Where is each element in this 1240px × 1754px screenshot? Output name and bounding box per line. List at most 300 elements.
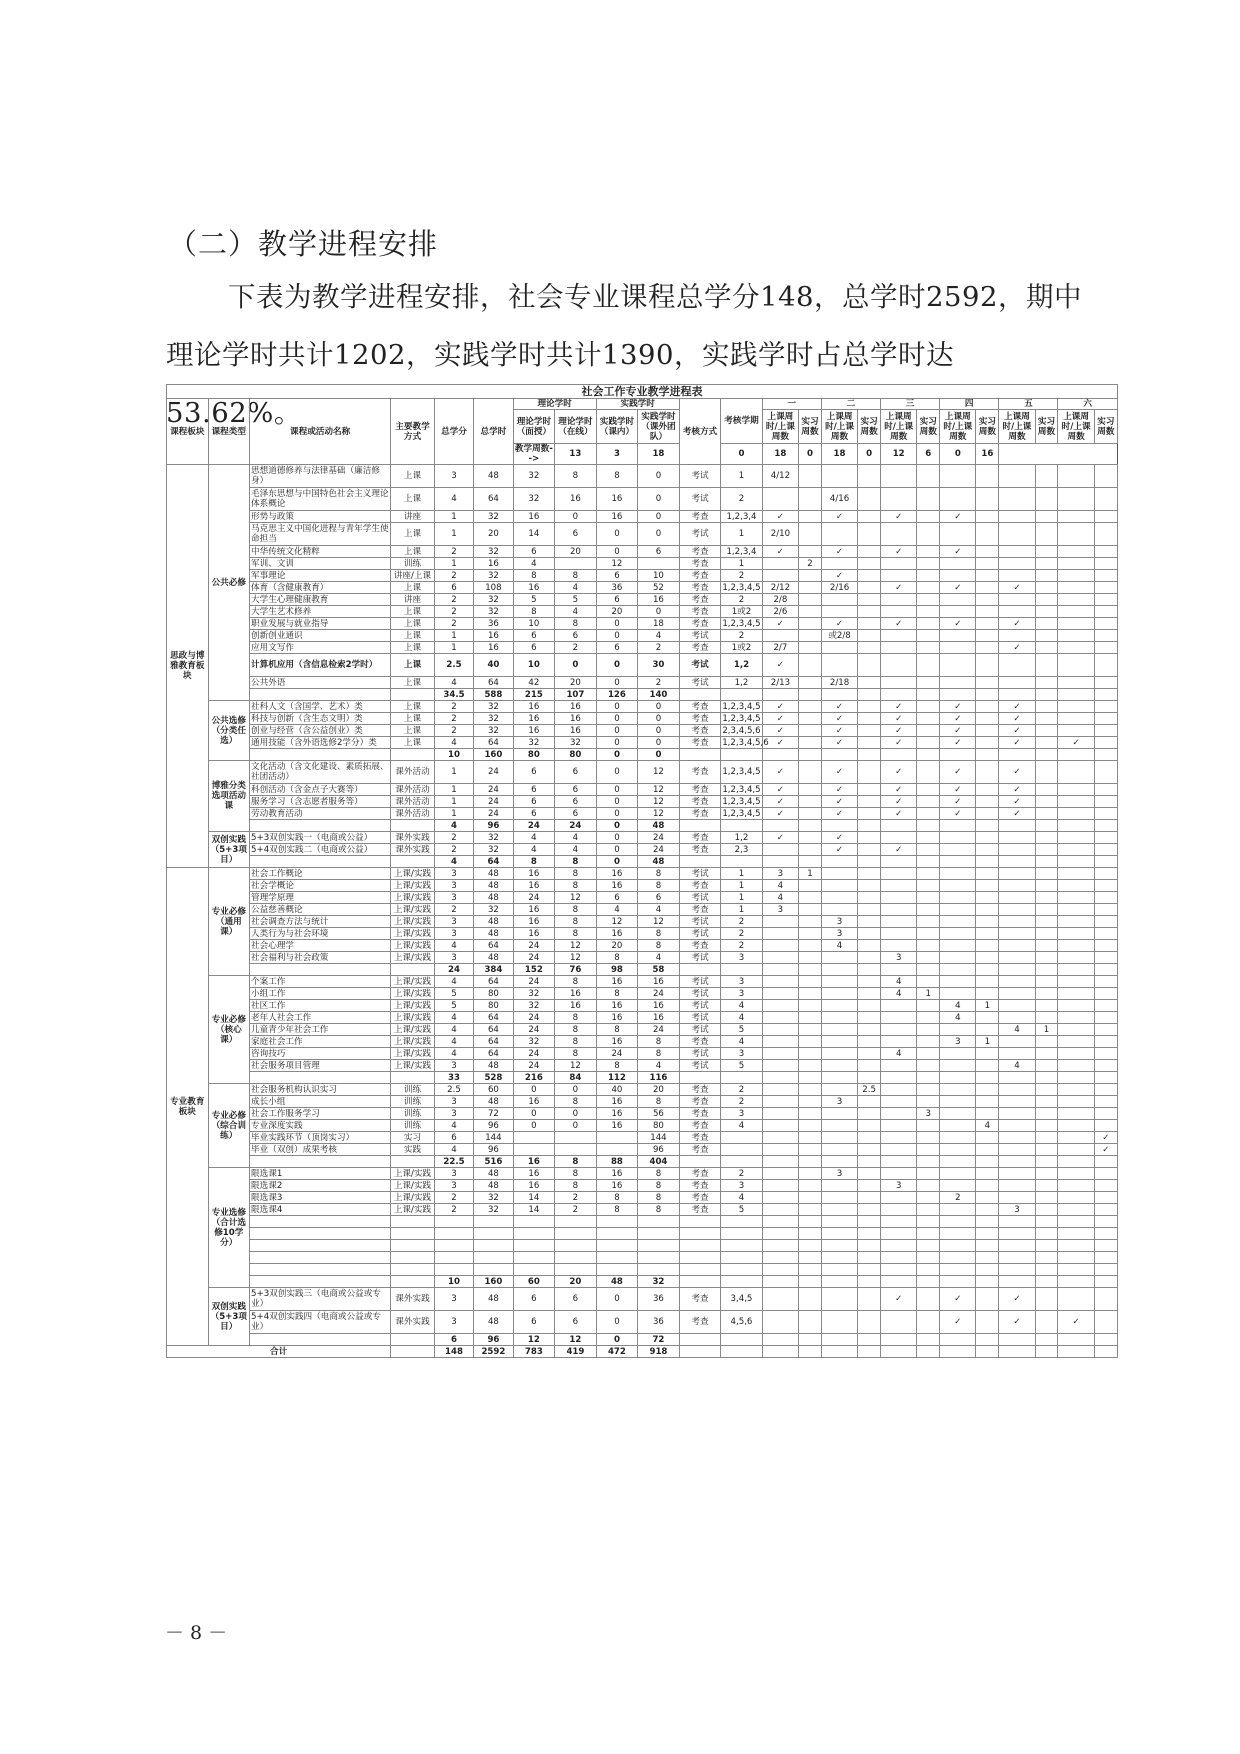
- table-title: 社会工作专业教学进程表: [167, 385, 1118, 399]
- practice-in-cell: [596, 1240, 638, 1252]
- subtotal-blank: [1035, 1276, 1058, 1288]
- subtotal-blank: [881, 964, 917, 976]
- intern-weeks-cell: [858, 1216, 881, 1228]
- subtotal-blank: [1035, 820, 1058, 832]
- weekly-hours-cell: [881, 1252, 917, 1264]
- practice-out-cell: 6: [638, 546, 680, 558]
- theory-online-cell: 6: [555, 808, 597, 820]
- exam-method: 考查: [679, 1096, 721, 1108]
- weekly-hours-cell: [940, 1216, 976, 1228]
- weekly-hours-cell: [821, 523, 857, 546]
- practice-in-cell: [596, 1264, 638, 1276]
- exam-term: 3: [721, 1048, 763, 1060]
- subtotal-blank: [999, 964, 1035, 976]
- hours-cell: 16: [474, 630, 513, 642]
- hours-cell: 32: [474, 725, 513, 737]
- subtotal-value: 160: [474, 749, 513, 761]
- theory-online-cell: 8: [555, 976, 597, 988]
- intern-weeks-cell: [1094, 1096, 1117, 1108]
- weekly-hours-cell: 3: [821, 1096, 857, 1108]
- intern-weeks-cell: [1035, 1252, 1058, 1264]
- intern-weeks-cell: [858, 725, 881, 737]
- intern-weeks-cell: [917, 952, 940, 964]
- course-type-cell: 双创实践（5+3项目）: [208, 1288, 250, 1346]
- theory-online-cell: 32: [555, 737, 597, 749]
- theory-face-cell: 16: [513, 713, 555, 725]
- hours-cell: 24: [474, 808, 513, 820]
- weekly-hours-cell: [821, 642, 857, 654]
- course-name: 限选课3: [250, 1192, 391, 1204]
- teaching-method: 上课/实践: [391, 1048, 435, 1060]
- weekly-hours-cell: 4: [940, 1012, 976, 1024]
- intern-weeks-cell: ✓: [1094, 1144, 1117, 1156]
- subtotal-blank: [799, 1156, 822, 1168]
- intern-weeks-cell: [799, 618, 822, 630]
- subtotal-blank: [976, 964, 999, 976]
- intern-weeks-cell: [917, 1204, 940, 1216]
- intern-weeks-cell: [917, 1252, 940, 1264]
- intern-weeks-cell: [1035, 1192, 1058, 1204]
- weekly-hours-cell: [762, 1108, 798, 1120]
- hours-cell: 64: [474, 940, 513, 952]
- intern-weeks-cell: [976, 1192, 999, 1204]
- weekly-hours-cell: ✓: [999, 784, 1035, 796]
- intern-weeks-cell: [1035, 511, 1058, 523]
- subtotal-row: [167, 1276, 1118, 1288]
- theory-online-cell: 16: [555, 1000, 597, 1012]
- subtotal-blank: [858, 1156, 881, 1168]
- weekly-hours-cell: [1058, 1108, 1094, 1120]
- weekly-hours-cell: [821, 1120, 857, 1132]
- teaching-method: 训练: [391, 558, 435, 570]
- weekly-hours-cell: [940, 904, 976, 916]
- subtotal-value: 0: [596, 856, 638, 868]
- weekly-hours-cell: ✓: [821, 713, 857, 725]
- weekly-hours-cell: [821, 1204, 857, 1216]
- hours-cell: 32: [474, 594, 513, 606]
- practice-out-cell: 16: [638, 594, 680, 606]
- intern-weeks-cell: [799, 1024, 822, 1036]
- course-name: 老年人社会工作: [250, 1012, 391, 1024]
- weekly-hours-cell: [762, 630, 798, 642]
- theory-online-cell: 16: [555, 988, 597, 1000]
- intern-weeks-cell: [917, 784, 940, 796]
- table-row: [167, 784, 1118, 796]
- weekly-hours-cell: [1058, 546, 1094, 558]
- table-row: [167, 1144, 1118, 1156]
- intern-weeks-cell: [1094, 1024, 1117, 1036]
- teaching-method: 实习: [391, 1132, 435, 1144]
- weekly-hours-cell: ✓: [762, 832, 798, 844]
- theory-face-cell: 24: [513, 1012, 555, 1024]
- weekly-hours-cell: [940, 976, 976, 988]
- table-row: [167, 1252, 1118, 1264]
- course-name: 5+3双创实践三（电商或公益或专业）: [250, 1288, 391, 1311]
- credit-cell: 4: [434, 1024, 473, 1036]
- weekly-hours-cell: [940, 832, 976, 844]
- weekly-hours-cell: [1058, 642, 1094, 654]
- teaching-method: 训练: [391, 1108, 435, 1120]
- weekly-hours-cell: ✓: [940, 713, 976, 725]
- subtotal-blank: [1058, 1276, 1094, 1288]
- intern-weeks-cell: [858, 1120, 881, 1132]
- total-label: 合计: [167, 1346, 391, 1358]
- weekly-hours-cell: [1058, 1084, 1094, 1096]
- table-body: [167, 465, 1118, 1346]
- practice-out-cell: 12: [638, 784, 680, 796]
- practice-in-cell: 16: [596, 1120, 638, 1132]
- theory-online-cell: 8: [555, 1036, 597, 1048]
- intern-weeks-cell: [1094, 511, 1117, 523]
- course-type-cell: 博雅分类选项活动课: [208, 761, 250, 832]
- theory-online-cell: 4: [555, 832, 597, 844]
- intern-weeks-cell: [976, 892, 999, 904]
- table-row: [167, 606, 1118, 618]
- course-name: 马克思主义中国化进程与青年学生使命担当: [250, 523, 391, 546]
- practice-out-cell: 4: [638, 904, 680, 916]
- weekly-hours-cell: 4: [881, 976, 917, 988]
- exam-method: 考查: [679, 511, 721, 523]
- intern-weeks-cell: [976, 880, 999, 892]
- theory-online-cell: 2: [555, 642, 597, 654]
- theory-online-cell: [555, 1264, 597, 1276]
- subtotal-blank: [250, 749, 391, 761]
- weekly-hours-cell: [762, 1252, 798, 1264]
- practice-out-cell: 2: [638, 677, 680, 689]
- course-name: [250, 1216, 391, 1228]
- intern-weeks-cell: [1035, 1144, 1058, 1156]
- intern-weeks-cell: [917, 725, 940, 737]
- weekly-hours-cell: [762, 570, 798, 582]
- theory-face-cell: 16: [513, 725, 555, 737]
- subtotal-blank: [1035, 1334, 1058, 1346]
- hours-cell: 64: [474, 1012, 513, 1024]
- subtotal-blank: [721, 1276, 763, 1288]
- col-term: 考核学期: [721, 399, 763, 444]
- weekly-hours-cell: [821, 892, 857, 904]
- weekly-hours-cell: [821, 654, 857, 677]
- exam-term: 4: [721, 1120, 763, 1132]
- theory-face-cell: 6: [513, 1311, 555, 1334]
- intern-weeks-cell: [1094, 1228, 1117, 1240]
- subtotal-blank: [799, 964, 822, 976]
- subtotal-blank: [1094, 820, 1117, 832]
- practice-out-cell: 0: [638, 523, 680, 546]
- credit-cell: 2: [434, 594, 473, 606]
- weekly-hours-cell: [1058, 1216, 1094, 1228]
- practice-out-cell: 18: [638, 618, 680, 630]
- teaching-method: 上课/实践: [391, 940, 435, 952]
- theory-face-cell: 16: [513, 880, 555, 892]
- theory-online-cell: 16: [555, 488, 597, 511]
- practice-out-cell: 8: [638, 1204, 680, 1216]
- credit-cell: 3: [434, 928, 473, 940]
- subtotal-blank: [799, 1276, 822, 1288]
- exam-term: 1,2,3,4,5: [722, 582, 761, 593]
- weekly-hours-cell: 3: [821, 916, 857, 928]
- intern-weeks-cell: [976, 761, 999, 784]
- theory-online-cell: 16: [555, 725, 597, 737]
- total-row: [167, 1346, 1118, 1358]
- credit-cell: 3: [434, 868, 473, 880]
- credit-cell: [434, 1240, 473, 1252]
- hours-cell: 80: [474, 1000, 513, 1012]
- hours-cell: 32: [474, 570, 513, 582]
- weekly-hours-cell: ✓: [999, 701, 1035, 713]
- table-row: [167, 642, 1118, 654]
- credit-cell: [434, 1252, 473, 1264]
- weekly-hours-cell: [881, 1132, 917, 1144]
- weekly-hours-cell: [762, 952, 798, 964]
- theory-face-cell: 10: [513, 654, 555, 677]
- weekly-hours-cell: [881, 465, 917, 488]
- intern-weeks-cell: [917, 1000, 940, 1012]
- intern-weeks-cell: [799, 796, 822, 808]
- weekly-hours-cell: [821, 1228, 857, 1240]
- course-name: [250, 1228, 391, 1240]
- practice-in-cell: 0: [596, 677, 638, 689]
- subtotal-blank: [799, 856, 822, 868]
- weekly-hours-cell: [940, 1252, 976, 1264]
- intern-weeks-cell: [1035, 630, 1058, 642]
- intern-weeks-cell: [1094, 677, 1117, 689]
- subtotal-blank: [1094, 749, 1117, 761]
- subtotal-value: 80: [513, 749, 555, 761]
- subtotal-blank: [999, 1156, 1035, 1168]
- intern-weeks-cell: [976, 511, 999, 523]
- practice-in-cell: 36: [596, 582, 638, 594]
- subtotal-blank: [821, 1156, 857, 1168]
- intern-weeks-cell: [799, 928, 822, 940]
- practice-out-cell: 8: [638, 940, 680, 952]
- weekly-hours-cell: ✓: [881, 1288, 917, 1311]
- subtotal-blank: [762, 1334, 798, 1346]
- exam-term: [721, 1228, 763, 1240]
- theory-online-cell: 8: [555, 1024, 597, 1036]
- exam-method: 考查: [679, 1204, 721, 1216]
- hours-cell: 32: [474, 511, 513, 523]
- subtotal-value: 33: [434, 1072, 473, 1084]
- intern-weeks-cell: [1094, 976, 1117, 988]
- intern-weeks-cell: [799, 1228, 822, 1240]
- weekly-hours-cell: [881, 1024, 917, 1036]
- teaching-method: [391, 1216, 435, 1228]
- intern-weeks-cell: [1035, 465, 1058, 488]
- intern-weeks-cell: [976, 928, 999, 940]
- weekly-hours-cell: [821, 868, 857, 880]
- teaching-method: 课外活动: [391, 808, 435, 820]
- theory-face-cell: 14: [513, 1192, 555, 1204]
- weekly-hours-cell: [940, 868, 976, 880]
- theory-online-cell: 16: [555, 701, 597, 713]
- weekly-hours-cell: ✓: [881, 761, 917, 784]
- subtotal-blank: [858, 749, 881, 761]
- intern-weeks-cell: [1094, 892, 1117, 904]
- subtotal-blank: [721, 1334, 763, 1346]
- subtotal-blank: [940, 1334, 976, 1346]
- weekly-hours-cell: [881, 1311, 917, 1334]
- exam-method: 考查: [679, 570, 721, 582]
- weekly-hours-cell: [762, 1012, 798, 1024]
- intern-weeks-cell: [917, 594, 940, 606]
- exam-term: 1,2,3,4,5: [721, 761, 763, 784]
- practice-out-cell: 2: [638, 642, 680, 654]
- subtotal-row: [167, 856, 1118, 868]
- practice-in-cell: 6: [596, 594, 638, 606]
- intern-weeks-cell: [976, 916, 999, 928]
- exam-term: 3: [721, 1180, 763, 1192]
- weekly-hours-cell: [762, 1024, 798, 1036]
- exam-term: 5: [721, 1204, 763, 1216]
- weekly-hours-cell: [999, 1252, 1035, 1264]
- theory-online-cell: 4: [555, 606, 597, 618]
- intern-weeks-cell: [917, 1192, 940, 1204]
- intern-weeks-4: 实习周数: [976, 410, 999, 444]
- intern-weeks-cell: [1094, 784, 1117, 796]
- weekly-hours-cell: [821, 594, 857, 606]
- exam-term: 2: [721, 1084, 763, 1096]
- weekly-hours-cell: [940, 1048, 976, 1060]
- credit-cell: 5: [434, 988, 473, 1000]
- hours-cell: 32: [474, 546, 513, 558]
- course-name: [250, 1264, 391, 1276]
- intern-weeks-cell: [799, 713, 822, 725]
- credit-cell: 2: [434, 832, 473, 844]
- subtotal-value: 10: [434, 1276, 473, 1288]
- practice-out-cell: 8: [638, 868, 680, 880]
- intern-weeks-cell: [976, 618, 999, 630]
- credit-cell: 2: [434, 618, 473, 630]
- exam-term: 2: [721, 1096, 763, 1108]
- theory-face-cell: 4: [513, 844, 555, 856]
- exam-method: 考查: [679, 618, 721, 630]
- semester-3: 三: [881, 399, 940, 410]
- weekly-hours-cell: ✓: [1058, 737, 1094, 749]
- weekly-hours-cell: [821, 1144, 857, 1156]
- intern-weeks-cell: [917, 1060, 940, 1072]
- intern-weeks-cell: [799, 677, 822, 689]
- intern-weeks-cell: [976, 1288, 999, 1311]
- weekly-hours-cell: [821, 1192, 857, 1204]
- weekly-hours-cell: [999, 940, 1035, 952]
- credit-cell: 3: [434, 1060, 473, 1072]
- intern-weeks-cell: [858, 1024, 881, 1036]
- table-row: [167, 761, 1118, 784]
- weekly-hours-cell: [821, 1012, 857, 1024]
- intern-weeks-cell: 2: [799, 558, 822, 570]
- hours-cell: 32: [474, 904, 513, 916]
- course-name: 毛泽东思想与中国特色社会主义理论体系概论: [250, 488, 391, 511]
- exam-method: 考查: [679, 844, 721, 856]
- weekly-hours-cell: [881, 1108, 917, 1120]
- intern-weeks-cell: [1035, 713, 1058, 725]
- subtotal-row: [167, 1072, 1118, 1084]
- weekly-hours-cell: [881, 642, 917, 654]
- weekly-hours-cell: ✓: [821, 546, 857, 558]
- practice-in-cell: 8: [596, 988, 638, 1000]
- subtotal-blank: [679, 820, 721, 832]
- practice-in-cell: 16: [596, 1168, 638, 1180]
- weeks-7: 18: [821, 444, 857, 465]
- practice-in-cell: 16: [596, 1108, 638, 1120]
- weekly-hours-cell: [881, 916, 917, 928]
- weekly-hours-cell: [762, 1216, 798, 1228]
- theory-online-cell: 8: [555, 1096, 597, 1108]
- intern-weeks-cell: [976, 784, 999, 796]
- weekly-hours-cell: [881, 523, 917, 546]
- theory-face-cell: 16: [513, 868, 555, 880]
- subtotal-value: 80: [555, 749, 597, 761]
- intern-weeks-cell: [858, 808, 881, 820]
- weekly-hours-cell: [821, 952, 857, 964]
- intro-paragraph: 下表为教学进程安排，社会专业课程总学分148，总学时2592，期中理论学时共计1202，实践学时共计1390，实践学时占总学时达53.62%。: [166, 281, 1082, 429]
- module-cell: 思政与博雅教育板块: [167, 465, 209, 868]
- teaching-method: 训练: [391, 1096, 435, 1108]
- weekly-hours-cell: [1058, 1240, 1094, 1252]
- col-theory-face: 理论学时（面授）: [513, 410, 555, 444]
- subtotal-value: 588: [474, 689, 513, 701]
- weekly-hours-cell: ✓: [999, 618, 1035, 630]
- intern-weeks-cell: [976, 832, 999, 844]
- practice-in-cell: 0: [596, 1311, 638, 1334]
- exam-method: 考试: [679, 1012, 721, 1024]
- intern-weeks-cell: [1094, 1000, 1117, 1012]
- intern-weeks-cell: [858, 1144, 881, 1156]
- intern-weeks-cell: [799, 737, 822, 749]
- subtotal-blank: [250, 1334, 391, 1346]
- weekly-hours-cell: [762, 1144, 798, 1156]
- theory-online-cell: 6: [555, 630, 597, 642]
- subtotal-blank: [1094, 1072, 1117, 1084]
- weekly-hours-cell: ✓: [821, 618, 857, 630]
- subtotal-value: 126: [596, 689, 638, 701]
- intern-weeks-cell: [858, 582, 881, 594]
- weekly-hours-cell: [821, 1000, 857, 1012]
- weekly-hours-cell: [1058, 940, 1094, 952]
- weekly-hours-cell: [1058, 880, 1094, 892]
- theory-face-cell: 0: [513, 1120, 555, 1132]
- weekly-hours-cell: 4: [821, 940, 857, 952]
- theory-online-cell: [555, 1240, 597, 1252]
- intern-weeks-cell: [976, 1132, 999, 1144]
- intern-weeks-cell: [917, 558, 940, 570]
- teaching-method: 训练: [391, 1084, 435, 1096]
- weekly-hours-cell: [1058, 1024, 1094, 1036]
- teaching-method: 课外实践: [391, 844, 435, 856]
- practice-out-cell: 30: [638, 654, 680, 677]
- subtotal-blank: [858, 1334, 881, 1346]
- intern-weeks-cell: [976, 1311, 999, 1334]
- credit-cell: 4: [434, 976, 473, 988]
- table-row: [167, 1120, 1118, 1132]
- weekly-hours-cell: ✓: [940, 511, 976, 523]
- weekly-hours-cell: [940, 844, 976, 856]
- intern-weeks-cell: [917, 488, 940, 511]
- weekly-hours-cell: [999, 1048, 1035, 1060]
- intern-weeks-cell: [1094, 465, 1117, 488]
- course-name: [250, 1240, 391, 1252]
- weekly-hours-cell: ✓: [762, 737, 798, 749]
- credit-cell: 3: [434, 1311, 473, 1334]
- intern-weeks-cell: [858, 1060, 881, 1072]
- subtotal-blank: [999, 1072, 1035, 1084]
- teaching-method: 上课: [391, 488, 435, 511]
- weekly-hours-cell: [762, 1192, 798, 1204]
- teaching-method: 讲座: [391, 511, 435, 523]
- weekly-hours-cell: ✓: [940, 725, 976, 737]
- exam-term: 3: [721, 976, 763, 988]
- theory-face-cell: 6: [513, 1288, 555, 1311]
